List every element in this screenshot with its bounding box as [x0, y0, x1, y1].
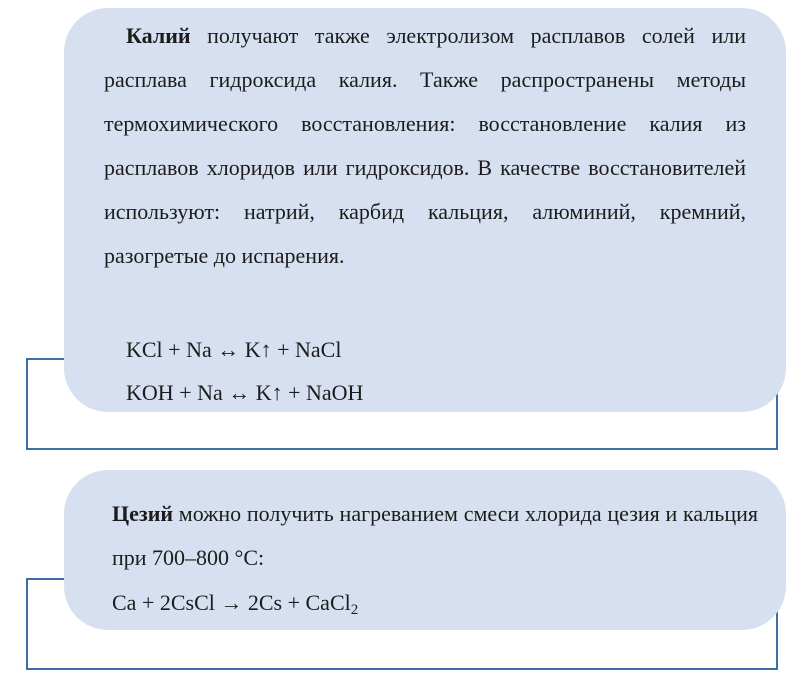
potassium-element-name: Калий: [126, 23, 191, 48]
cesium-element-name: Цезий: [112, 501, 174, 526]
potassium-text: получают также электролизом расплавов солей или расплава гидроксида калия. Также распространены методы термохимического восстановления: восстановление калия из расплавов хлоридов или гидроксидов. В качестве восстановителей используют: натрий, карбид кальция, алюминий, кремний, разогретые до испарения.: [104, 23, 746, 268]
cesium-equation-subscript: 2: [350, 602, 359, 618]
potassium-frame-tick: [26, 358, 66, 360]
cesium-text: можно получить нагреванием смеси хлорида цезия и кальция при 700–800 °С:: [112, 501, 758, 570]
cesium-frame-tick: [26, 578, 66, 580]
cesium-equation-main: Ca + 2CsCl → 2Cs + CaCl: [112, 590, 351, 615]
cesium-paragraph: [112, 492, 758, 580]
cesium-equation: [112, 583, 358, 623]
potassium-equation-2: KOH + Na ↔ K↑ + NaOH: [126, 380, 364, 405]
potassium-paragraph: [104, 14, 746, 278]
potassium-equation-1: KCl + Na ↔ K↑ + NaCl: [126, 337, 342, 362]
